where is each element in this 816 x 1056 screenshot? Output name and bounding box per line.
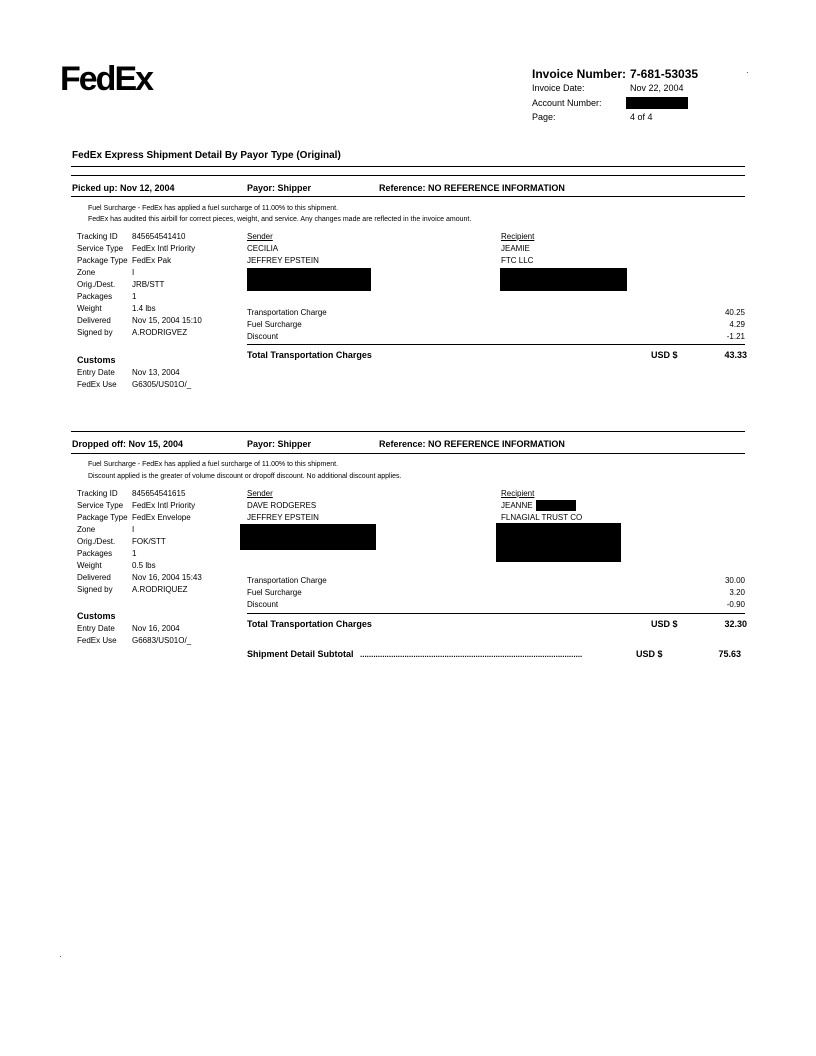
charges-divider: [247, 344, 745, 345]
detail-value: 845654541410: [132, 232, 186, 241]
detail-label: Packages: [77, 549, 113, 558]
total-amount: 43.33: [724, 350, 747, 360]
sender-label: Sender: [247, 489, 273, 498]
detail-value: 845654541615: [132, 489, 186, 498]
shipment-note: FedEx has audited this airbill for correct pieces, weight, and service. Any changes made are reflected in the invoice amount.: [88, 216, 472, 223]
page-number: 4 of 4: [630, 112, 653, 122]
customs-label: Entry Date: [77, 368, 115, 377]
redacted-sender-address: [240, 524, 376, 550]
shipment-date: Dropped off: Nov 15, 2004: [72, 439, 184, 449]
sender-name: CECILIA: [247, 244, 279, 253]
detail-value: FedEx Envelope: [132, 513, 191, 522]
detail-label: Service Type: [77, 501, 124, 510]
divider: [71, 175, 745, 176]
account-number-label: Account Number:: [532, 98, 602, 108]
detail-label: Package Type: [77, 256, 128, 265]
detail-value: FedEx Intl Priority: [132, 501, 196, 510]
svg-text:FedEx: FedEx: [60, 60, 153, 96]
charges-divider: [247, 613, 745, 614]
detail-label: Weight: [77, 304, 102, 313]
charge-label: Transportation Charge: [247, 576, 327, 585]
subtotal-currency: USD $: [636, 649, 663, 659]
shipment-payor: Payor: Shipper: [247, 439, 312, 449]
section-title: FedEx Express Shipment Detail By Payor Type (Original): [72, 150, 341, 161]
subtotal-leader-dots: ....................................................................................................: [360, 650, 583, 659]
invoice-date: Nov 22, 2004: [630, 83, 684, 93]
sender-company: JEFFREY EPSTEIN: [247, 256, 319, 265]
sender-company: JEFFREY EPSTEIN: [247, 513, 319, 522]
total-currency: USD $: [651, 619, 678, 629]
sender-label: Sender: [247, 232, 273, 241]
detail-label: Delivered: [77, 573, 111, 582]
total-label: Total Transportation Charges: [247, 619, 372, 629]
shipment-note: Fuel Surcharge - FedEx has applied a fuel surcharge of 11.00% to this shipment.: [88, 461, 339, 468]
customs-title: Customs: [77, 611, 116, 621]
divider: [71, 166, 745, 167]
customs-value: Nov 16, 2004: [132, 624, 180, 633]
detail-value: 1.4 lbs: [132, 304, 156, 313]
detail-value: Nov 15, 2004 15:10: [132, 316, 202, 325]
detail-label: Tracking ID: [77, 489, 118, 498]
divider: [71, 453, 745, 454]
detail-label: Orig./Dest.: [77, 280, 116, 289]
invoice-number-label: Invoice Number:: [532, 67, 627, 81]
charge-amount: -0.90: [726, 600, 745, 609]
customs-label: Entry Date: [77, 624, 115, 633]
page-mark: ·: [59, 952, 62, 961]
recipient-company: FTC LLC: [501, 256, 534, 265]
invoice-number: 7-681-53035: [630, 67, 699, 81]
detail-label: Tracking ID: [77, 232, 118, 241]
detail-value: A.RODRIGVEZ: [132, 328, 188, 337]
subtotal-amount: 75.63: [718, 649, 741, 659]
total-currency: USD $: [651, 350, 678, 360]
detail-value: FOK/STT: [132, 537, 166, 546]
redacted-account-number: [626, 97, 688, 109]
total-amount: 32.30: [724, 619, 747, 629]
divider: [71, 196, 745, 197]
charge-amount: -1.21: [726, 332, 745, 341]
shipment-payor: Payor: Shipper: [247, 183, 312, 193]
detail-value: Nov 16, 2004 15:43: [132, 573, 202, 582]
redacted-recipient-surname: [536, 500, 576, 511]
recipient-label: Recipient: [501, 232, 535, 241]
detail-value: JRB/STT: [132, 280, 165, 289]
customs-label: FedEx Use: [77, 380, 117, 389]
detail-label: Orig./Dest.: [77, 537, 116, 546]
detail-label: Package Type: [77, 513, 128, 522]
detail-label: Zone: [77, 268, 96, 277]
detail-label: Delivered: [77, 316, 111, 325]
detail-label: Service Type: [77, 244, 124, 253]
customs-title: Customs: [77, 355, 116, 365]
page-mark: ·: [746, 68, 749, 77]
shipment-note: Fuel Surcharge - FedEx has applied a fuel surcharge of 11.00% to this shipment.: [88, 205, 339, 212]
redacted-recipient-address: [500, 268, 627, 291]
charge-amount: 3.20: [729, 588, 745, 597]
detail-label: Zone: [77, 525, 96, 534]
customs-value: Nov 13, 2004: [132, 368, 180, 377]
shipment-reference: Reference: NO REFERENCE INFORMATION: [379, 183, 565, 193]
shipment-date: Picked up: Nov 12, 2004: [72, 183, 175, 193]
charge-amount: 4.29: [729, 320, 745, 329]
detail-value: I: [132, 268, 135, 277]
charge-amount: 30.00: [724, 576, 745, 585]
detail-value: A.RODRIQUEZ: [132, 585, 188, 594]
customs-label: FedEx Use: [77, 636, 117, 645]
detail-label: Packages: [77, 292, 113, 301]
detail-label: Weight: [77, 561, 102, 570]
shipment-reference: Reference: NO REFERENCE INFORMATION: [379, 439, 565, 449]
detail-value: I: [132, 525, 135, 534]
charge-label: Discount: [247, 332, 279, 341]
recipient-company: FLNAGIAL TRUST CO: [501, 513, 583, 522]
total-label: Total Transportation Charges: [247, 350, 372, 360]
detail-value: 1: [132, 292, 137, 301]
redacted-sender-address: [247, 268, 371, 291]
detail-value: FedEx Pak: [132, 256, 172, 265]
charge-label: Fuel Surcharge: [247, 320, 302, 329]
invoice-date-label: Invoice Date:: [532, 83, 585, 93]
divider: [71, 431, 745, 432]
page-label: Page:: [532, 112, 556, 122]
recipient-label: Recipient: [501, 489, 535, 498]
fedex-logo: [60, 60, 170, 96]
sender-name: DAVE RODGERES: [247, 501, 317, 510]
subtotal-label: Shipment Detail Subtotal: [247, 649, 354, 659]
charge-label: Transportation Charge: [247, 308, 327, 317]
customs-value: G6683/US01O/_: [132, 636, 192, 645]
recipient-name: JEAMIE: [501, 244, 530, 253]
recipient-name: JEANNE: [501, 501, 533, 510]
detail-label: Signed by: [77, 585, 113, 594]
shipment-note: Discount applied is the greater of volume discount or dropoff discount. No additional discount applies.: [88, 473, 402, 480]
redacted-recipient-address: [496, 523, 621, 562]
charge-amount: 40.25: [724, 308, 745, 317]
customs-value: G6305/US01O/_: [132, 380, 192, 389]
detail-value: FedEx Intl Priority: [132, 244, 196, 253]
detail-value: 0.5 lbs: [132, 561, 156, 570]
detail-value: 1: [132, 549, 137, 558]
detail-label: Signed by: [77, 328, 113, 337]
charge-label: Fuel Surcharge: [247, 588, 302, 597]
charge-label: Discount: [247, 600, 279, 609]
